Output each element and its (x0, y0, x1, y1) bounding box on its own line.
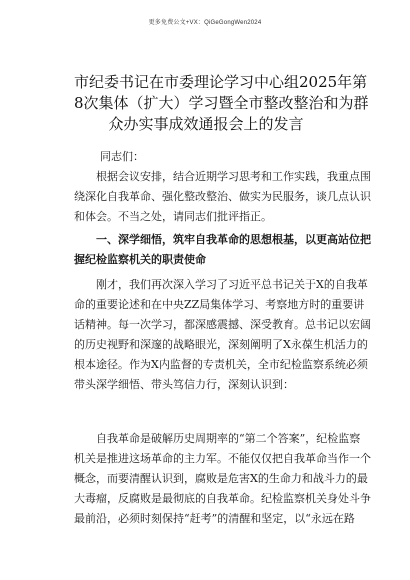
document-title (74, 72, 369, 135)
paragraph-line: 根本途径。作为X内监督的专责机关，全市纪检监察系统必须 (74, 358, 368, 371)
paragraph-study (74, 275, 371, 395)
paragraph-line: 命的重要论述和在中央ZZ局集体学习、考察地方时的重要讲 (74, 298, 365, 311)
title-line: 众办实事成效通报会上的发言 (108, 115, 304, 133)
title-line: 8次集体（扩大）学习暨全市整改整治和为群 (74, 94, 369, 112)
heading-line: 握纪检监察机关的职责使命 (74, 253, 206, 266)
title-line: 市纪委书记在市委理论学习中心组2025年第 (74, 73, 368, 91)
paragraph-line: 机关是推进这场革命的主力军。不能仅仅把自我革命当作一个 (74, 452, 371, 465)
paragraph-line: 大毒瘤，反腐败是最彻底的自我革命。纪检监察机关身处斗争 (74, 492, 371, 505)
paragraph-line: 带头深学细悟、带头笃信力行，深刻认识到： (74, 378, 294, 391)
watermark: 更多免费公文+VX：QiGeGongWen2024 (148, 20, 262, 26)
salutation: 同志们： (100, 150, 144, 163)
paragraph-line: 话精神。每一次学习，都深感震撼、深受教育。总书记以宏阔 (74, 318, 371, 331)
paragraph-line: 的历史视野和深邃的战略眼光，深刻阐明了X永葆生机活力的 (74, 338, 368, 351)
section-heading (74, 230, 371, 270)
paragraph-line: 根据会议安排，结合近期学习思考和工作实践，我重点围 (96, 170, 371, 183)
paragraph-intro (74, 167, 371, 227)
paragraph-self-revolution (74, 429, 371, 529)
paragraph-line: 自我革命是破解历史周期率的“第二个答案”，纪检监察 (96, 432, 361, 445)
paragraph-line: 概念，而要清醒认识到，腐败是危害X的生命力和战斗力的最 (74, 472, 368, 485)
paragraph-line: 最前沿，必须时刻保持“赶考”的清醒和坚定，以“永远在路 (74, 512, 355, 525)
paragraph-line: 和体会。不当之处，请同志们批评指正。 (74, 210, 272, 223)
paragraph-line: 刚才，我们再次深入学习了习近平总书记关于X的自我革 (96, 278, 368, 291)
heading-line: 一、深学细悟，筑牢自我革命的思想根基，以更高站位把 (96, 233, 371, 246)
paragraph-line: 绕深化自我革命、强化整改整治、做实为民服务，谈几点认识 (74, 190, 371, 203)
